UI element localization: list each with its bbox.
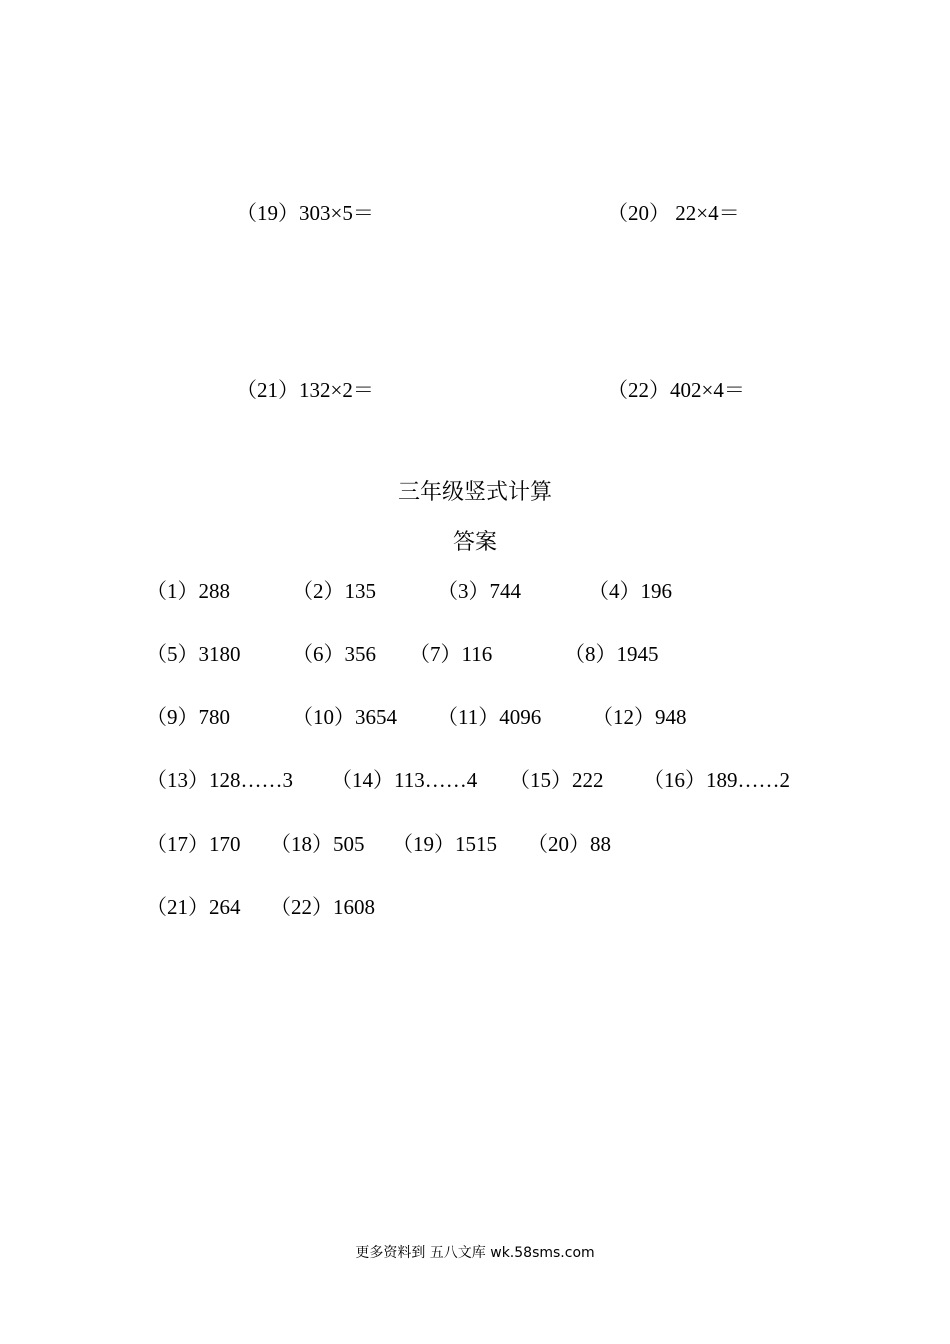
answer-20: （20）88 [527, 832, 611, 856]
answer-1: （1）288 [146, 579, 230, 603]
answer-16: （16）189……2 [643, 768, 790, 792]
answer-9: （9）780 [146, 705, 230, 729]
problem-19: （19）303×5＝ [236, 201, 374, 225]
answer-2: （2）135 [292, 579, 376, 603]
answer-section-subtitle: 答案 [452, 529, 497, 554]
problem-22: （22）402×4＝ [607, 378, 745, 402]
answer-3: （3）744 [437, 579, 521, 603]
answer-7: （7）116 [409, 642, 493, 666]
answer-4: （4）196 [588, 579, 672, 603]
answer-22: （22）1608 [270, 895, 375, 919]
answer-8: （8）1945 [564, 642, 659, 666]
answer-19: （19）1515 [392, 832, 497, 856]
answer-6: （6）356 [292, 642, 376, 666]
answer-14: （14）113……4 [331, 768, 478, 792]
answer-17: （17）170 [146, 832, 241, 856]
problem-21: （21）132×2＝ [236, 378, 374, 402]
answer-18: （18）505 [270, 832, 365, 856]
answer-21: （21）264 [146, 895, 241, 919]
problem-20: （20） 22×4＝ [607, 201, 740, 225]
answer-15: （15）222 [509, 768, 604, 792]
answer-section-title: 三年级竖式计算 [397, 479, 552, 504]
answer-12: （12）948 [592, 705, 687, 729]
footer-text: 更多资料到 五八文库 wk.58sms.com [355, 1245, 595, 1261]
answer-11: （11）4096 [437, 705, 542, 729]
answer-10: （10）3654 [292, 705, 397, 729]
answer-13: （13）128……3 [146, 768, 293, 792]
answer-5: （5）3180 [146, 642, 241, 666]
